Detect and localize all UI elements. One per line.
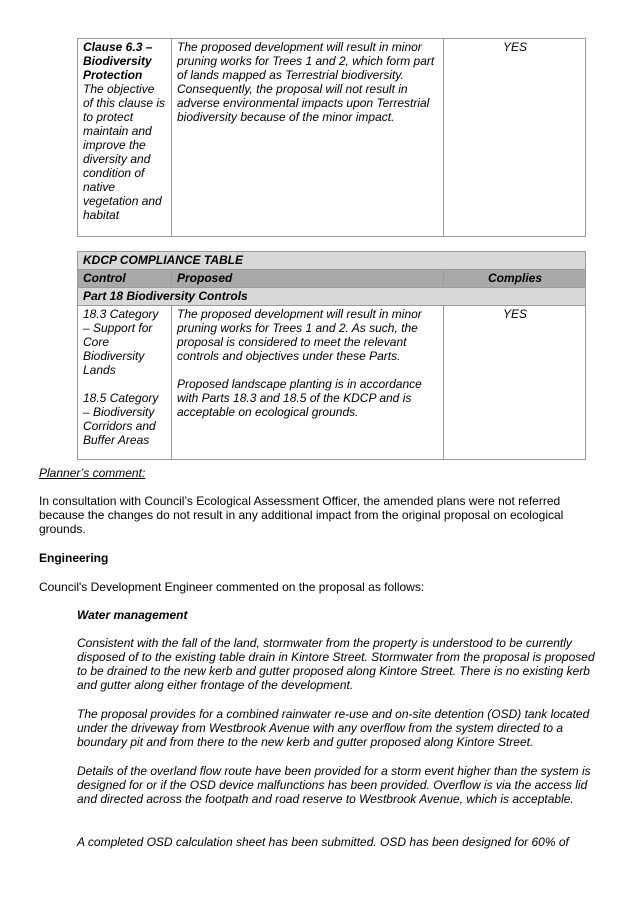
engineering-heading: Engineering [39,551,109,565]
header-proposed: Proposed [172,270,444,288]
table-header-row [78,270,586,288]
table-row [78,306,586,460]
engineering-paragraph: The proposal provides for a combined rainwater re-use and on-site detention (OSD) tank located under the driveway from Westbrook Avenue with any overflow from the system directed to a boundary pit and from there to the new kerb and gutter proposed along Kintore Street. [77,707,590,749]
proposed-paragraph: The proposed development will result in minor pruning works for Trees 1 and 2. As such, the proposal is considered to meet the relevant controls and objectives under these Parts. [177,307,422,363]
engineering-paragraph: A completed OSD calculation sheet has been submitted. OSD has been designed for 60% of [77,835,569,849]
proposed-cell [172,306,444,460]
engineering-paragraph: Consistent with the fall of the land, stormwater from the property is understood to be currently disposed of to the existing table drain in Kintore Street. Stormwater from the proposal is proposed to be drained to the new kerb and gutter proposed along Kintore Street. There is no existing kerb and gutter along either frontage of the development. [77,636,595,692]
table-row [78,39,586,237]
clause-table [77,38,586,237]
proposed-paragraph: Proposed landscape planting is in accordance with Parts 18.3 and 18.5 of the KDCP and is acceptable on ecological grounds. [177,377,422,419]
planner-comment-label: Planner’s comment: [39,466,146,480]
table-title: KDCP COMPLIANCE TABLE [78,252,586,270]
control-cell [78,39,172,237]
part-title: Part 18 Biodiversity Controls [78,288,586,306]
header-complies: Complies [444,270,586,288]
control-cell: 18.3 Category – Support for Core Biodiversity Lands 18.5 Category – Biodiversity Corridors and Buffer Areas [78,306,172,460]
complies-cell: YES [444,306,586,460]
proposed-cell: The proposed development will result in minor pruning works for Trees 1 and 2, which form part of lands mapped as Terrestrial biodiversity. Consequently, the proposal will not result in adverse environmental impacts upon Terrestrial biodiversity because of the minor impact. [172,39,444,237]
part-row [78,288,586,306]
planner-comment-text: In consultation with Council’s Ecological Assessment Officer, the amended plans were not referred because the changes do not result in any additional impact from the original proposal on ecological grounds. [39,494,564,536]
control-title: Clause 6.3 – Biodiversity Protection [83,40,153,82]
complies-cell: YES [444,39,586,237]
engineering-paragraph: Details of the overland flow route have been provided for a storm event higher than the system is designed for or if the OSD device malfunctions has been provided. Overflow is via the access lid and directed across the footpath and road reserve to Westbrook Avenue, which is acceptable. [77,764,591,806]
table-title-row [78,252,586,270]
objective-text: The objective of this clause is to protect maintain and improve the diversity and condition of native vegetation and habitat [83,82,166,222]
kdcp-compliance-table [77,251,586,460]
header-control: Control [78,270,172,288]
water-management-heading: Water management [77,608,188,622]
engineering-intro: Council's Development Engineer commented on the proposal as follows: [39,580,425,594]
